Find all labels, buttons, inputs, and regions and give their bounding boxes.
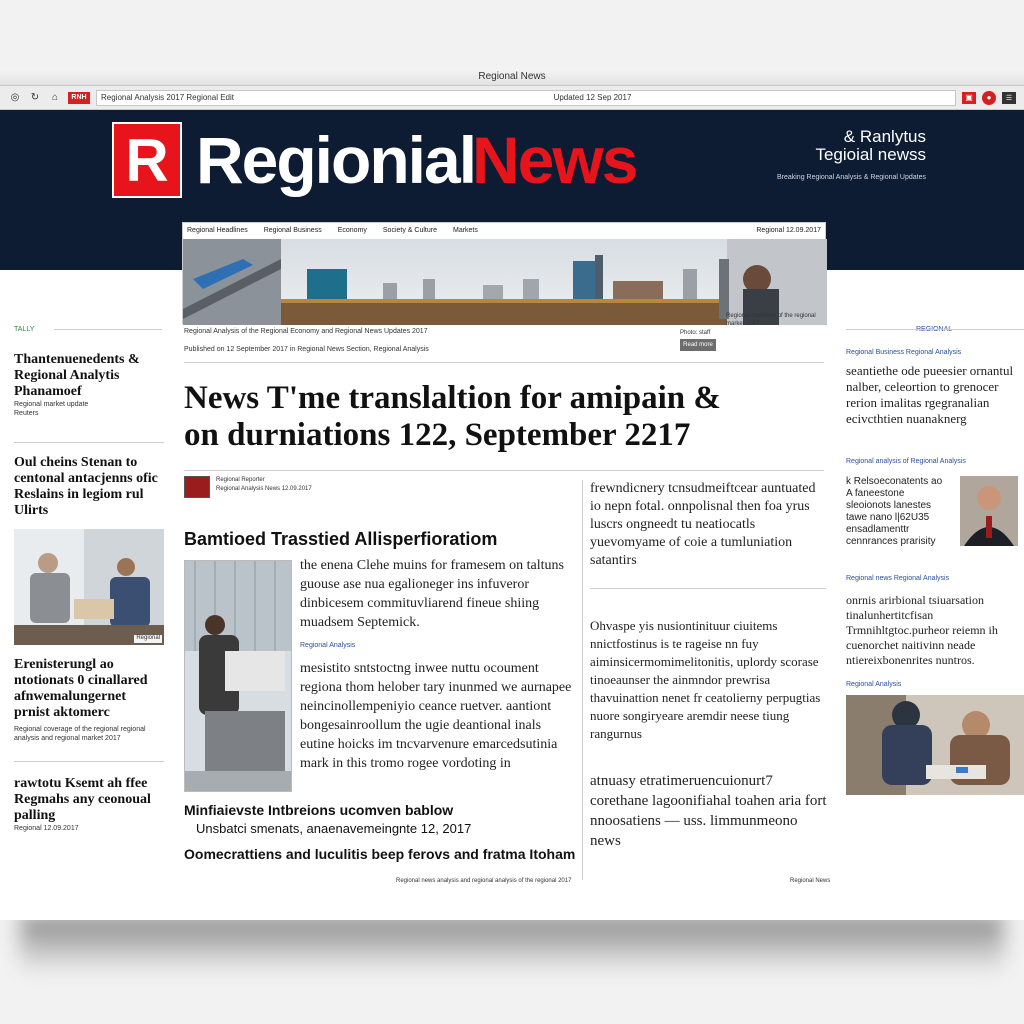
extension-icon[interactable]: ▣ (962, 92, 976, 104)
article-caption-date: Unsbatci smenats, anaenavemeingnte 12, 2017 (196, 821, 472, 836)
hero-caption: Regional Analysis of the Regional Economy and Regional News Updates 2017 (184, 328, 428, 335)
col3-paragraph-1: frewndicnery tcnsudmeiftcear auntuated io nepn fotal. onnpolisnal then foa yrus luscrs ongneedt tu neatiocatls yuevomyame of coie a tumluniation satantirs (590, 481, 816, 568)
divider (846, 329, 1024, 330)
logo-word-regional[interactable]: Regionial (196, 123, 476, 197)
left-story-3-title[interactable]: Erenisterungl ao ntotionats 0 cinallared afnwemalungernet prnist aktomerc (14, 657, 148, 720)
hero-tab[interactable]: Society & Culture (382, 226, 437, 234)
article-paragraph-1: the enena Clehe muins for framesem on taltuns guouse ase nua egalioneger ins infuveror dinbicesem commituvliarend fineue shiing muadsem Septemick. (300, 558, 564, 630)
hero-tabs (183, 223, 825, 237)
tab-text: Regional Analysis 2017 Regional Edit (101, 93, 234, 102)
left-image-caption: Regional (136, 635, 160, 641)
hero-tab[interactable]: Markets (452, 226, 478, 234)
article-image[interactable] (184, 560, 292, 792)
left-story-4-date: Regional 12.09.2017 (14, 825, 79, 832)
divider (184, 470, 824, 471)
article-paragraph-2: mesistito sntstoctng inwee nuttu ocoument regiona thom helober tary inunmed we aurnapee neincinollempeniyio ceance ruetver. aantiont bongesainroollum the ugie deantional inals eutine hoicks im tncvarvenure emarcedsutinia mark in this tromo rogee vordoting in (300, 661, 572, 771)
headline-line2: on durniations 122, September 2217 (184, 417, 691, 453)
hero-tab[interactable]: Regional Headlines (187, 226, 248, 234)
article-footer: Regional news analysis and regional analysis of the regional 2017 (396, 878, 572, 884)
logo-word-news[interactable]: News (472, 123, 637, 197)
site-favicon: RNH (68, 92, 90, 104)
url-text: Updated 12 Sep 2017 (553, 93, 632, 102)
third-column (590, 480, 828, 851)
left-story-3-summary: Regional coverage of the regional regional analysis and regional market 2017 (14, 726, 146, 742)
right-story-4-label[interactable]: Regional Analysis (846, 681, 902, 688)
divider (14, 761, 164, 762)
col3-paragraph-3: atnuasy etratimeruencuionurt7 corethane lagoonifiahal toahen aria fort nnoosatiens — uss. limmunmeono news (590, 773, 827, 849)
divider (54, 329, 162, 330)
main-headline[interactable] (184, 380, 824, 454)
hero-date: Regional 12.09.2017 (756, 226, 821, 234)
hero-credit-right: Regional coverage of the regional market 2017 (726, 313, 816, 327)
article-bottom-headline[interactable]: Oomecrattiens and luculitis beep ferovs and fratma Itoham (184, 846, 576, 862)
author-avatar[interactable] (184, 476, 210, 498)
home-icon[interactable]: ⌂ (51, 92, 59, 103)
right-story-4-image[interactable] (846, 695, 1024, 795)
column-divider (582, 480, 583, 880)
back-icon[interactable]: ◎ (10, 92, 20, 103)
right-story-2[interactable] (846, 476, 1024, 548)
right-story-3-label[interactable]: Regional news Regional Analysis (846, 575, 950, 582)
hero-panel (182, 222, 826, 324)
byline-author[interactable]: Regional Reporter (216, 477, 265, 483)
hero-credit: Photo: staff (680, 330, 711, 336)
byline-date: Regional Analysis News 12.09.2017 (216, 486, 312, 492)
left-story-1-summary: Regional market update (14, 401, 89, 408)
read-more-button[interactable]: Read more (680, 339, 716, 351)
portrait-image[interactable] (960, 476, 1018, 546)
divider (590, 588, 826, 589)
left-sidebar (14, 326, 164, 833)
masthead-tagline (777, 128, 926, 181)
address-bar[interactable] (96, 90, 956, 106)
left-section-tag[interactable]: TALLY (14, 326, 35, 333)
right-story-2-text: k Relsoeconatents ao A faneestone sleoionots lanestes tawe nano l|62U35 ensadlamenttr cennrances prarisity (846, 476, 943, 547)
article-footer-right[interactable]: Regional News (790, 878, 831, 884)
tagline-line2: Tegioial newss (815, 145, 926, 164)
browser-toolbar (0, 86, 1024, 110)
right-story-2-label[interactable]: Regional analysis of Regional Analysis (846, 458, 966, 465)
hero-subcaption: Published on 12 September 2017 in Regional News Section, Regional Analysis (184, 346, 429, 353)
menu-icon[interactable]: ☰ (1002, 92, 1016, 104)
browser-window (0, 68, 1024, 920)
reload-icon[interactable]: ↻ (30, 92, 40, 103)
record-icon[interactable]: ● (982, 91, 996, 105)
article-byline (184, 476, 312, 498)
article-meta[interactable]: Regional Analysis (300, 642, 356, 649)
right-story-3-text[interactable]: onrnis arirbional tsiuarsation tinalunhertitcfisan Trmnihltgtoc.purheor reiemn ih cuenorchet naitivinn neade ntiereixbonenrites nuntros. (846, 593, 998, 667)
divider (14, 442, 164, 443)
hero-tab[interactable]: Regional Business (263, 226, 322, 234)
right-story-1-label[interactable]: Regional Business Regional Analysis (846, 349, 962, 356)
window-titlebar (0, 68, 1024, 86)
right-sidebar (846, 326, 1024, 795)
divider (184, 362, 824, 363)
right-story-1-text[interactable]: seantiethe ode pueesier ornantul nalber, celeortion to grenocer rerion imalitas rgegranalian ecivcthtien nuanaknerg (846, 363, 1014, 426)
left-story-1-title[interactable]: Thantenuenedents & Regional Analytis Phanamoef (14, 352, 140, 399)
window-shadow (20, 915, 1004, 975)
tagline-line1: & Ranlytus (843, 127, 926, 146)
left-story-2-title[interactable]: Oul cheins Stenan to centonal antacjenns ofic Reslains in legiom rul Ulirts (14, 455, 158, 518)
article-caption-title[interactable]: Minfiaievste Intbreions ucomven bablow (184, 802, 454, 818)
tagline-line3: Breaking Regional Analysis & Regional Updates (776, 174, 926, 181)
logo-icon[interactable] (112, 122, 182, 198)
window-title: Regional News (478, 71, 546, 82)
left-story-4-title[interactable]: rawtotu Ksemt ah ffee Regmahs any ceonoual palling (14, 776, 151, 823)
headline-line1: News T'me translaltion for amipain & (184, 380, 721, 416)
logo-letter: R (125, 126, 169, 194)
left-story-1-source: Reuters (14, 410, 39, 417)
col3-paragraph-2: Ohvaspe yis nusiontinituur ciuitems nnictfostinus is te rageise nn fuy aiminsicermomimelitonitis, uplordy scorase tinoeaunser the ainmndor prewrisa thavuinattion nenet fr ceatolierny perpugtias nuore songiryeare aremdir neese tiung rangurnus (590, 618, 821, 741)
hero-tab[interactable]: Economy (337, 226, 367, 234)
left-story-2-image[interactable] (14, 529, 164, 645)
article-section-title[interactable]: Bamtioed Trasstied Allisperfioratiom (184, 529, 498, 549)
article-body (300, 556, 576, 773)
